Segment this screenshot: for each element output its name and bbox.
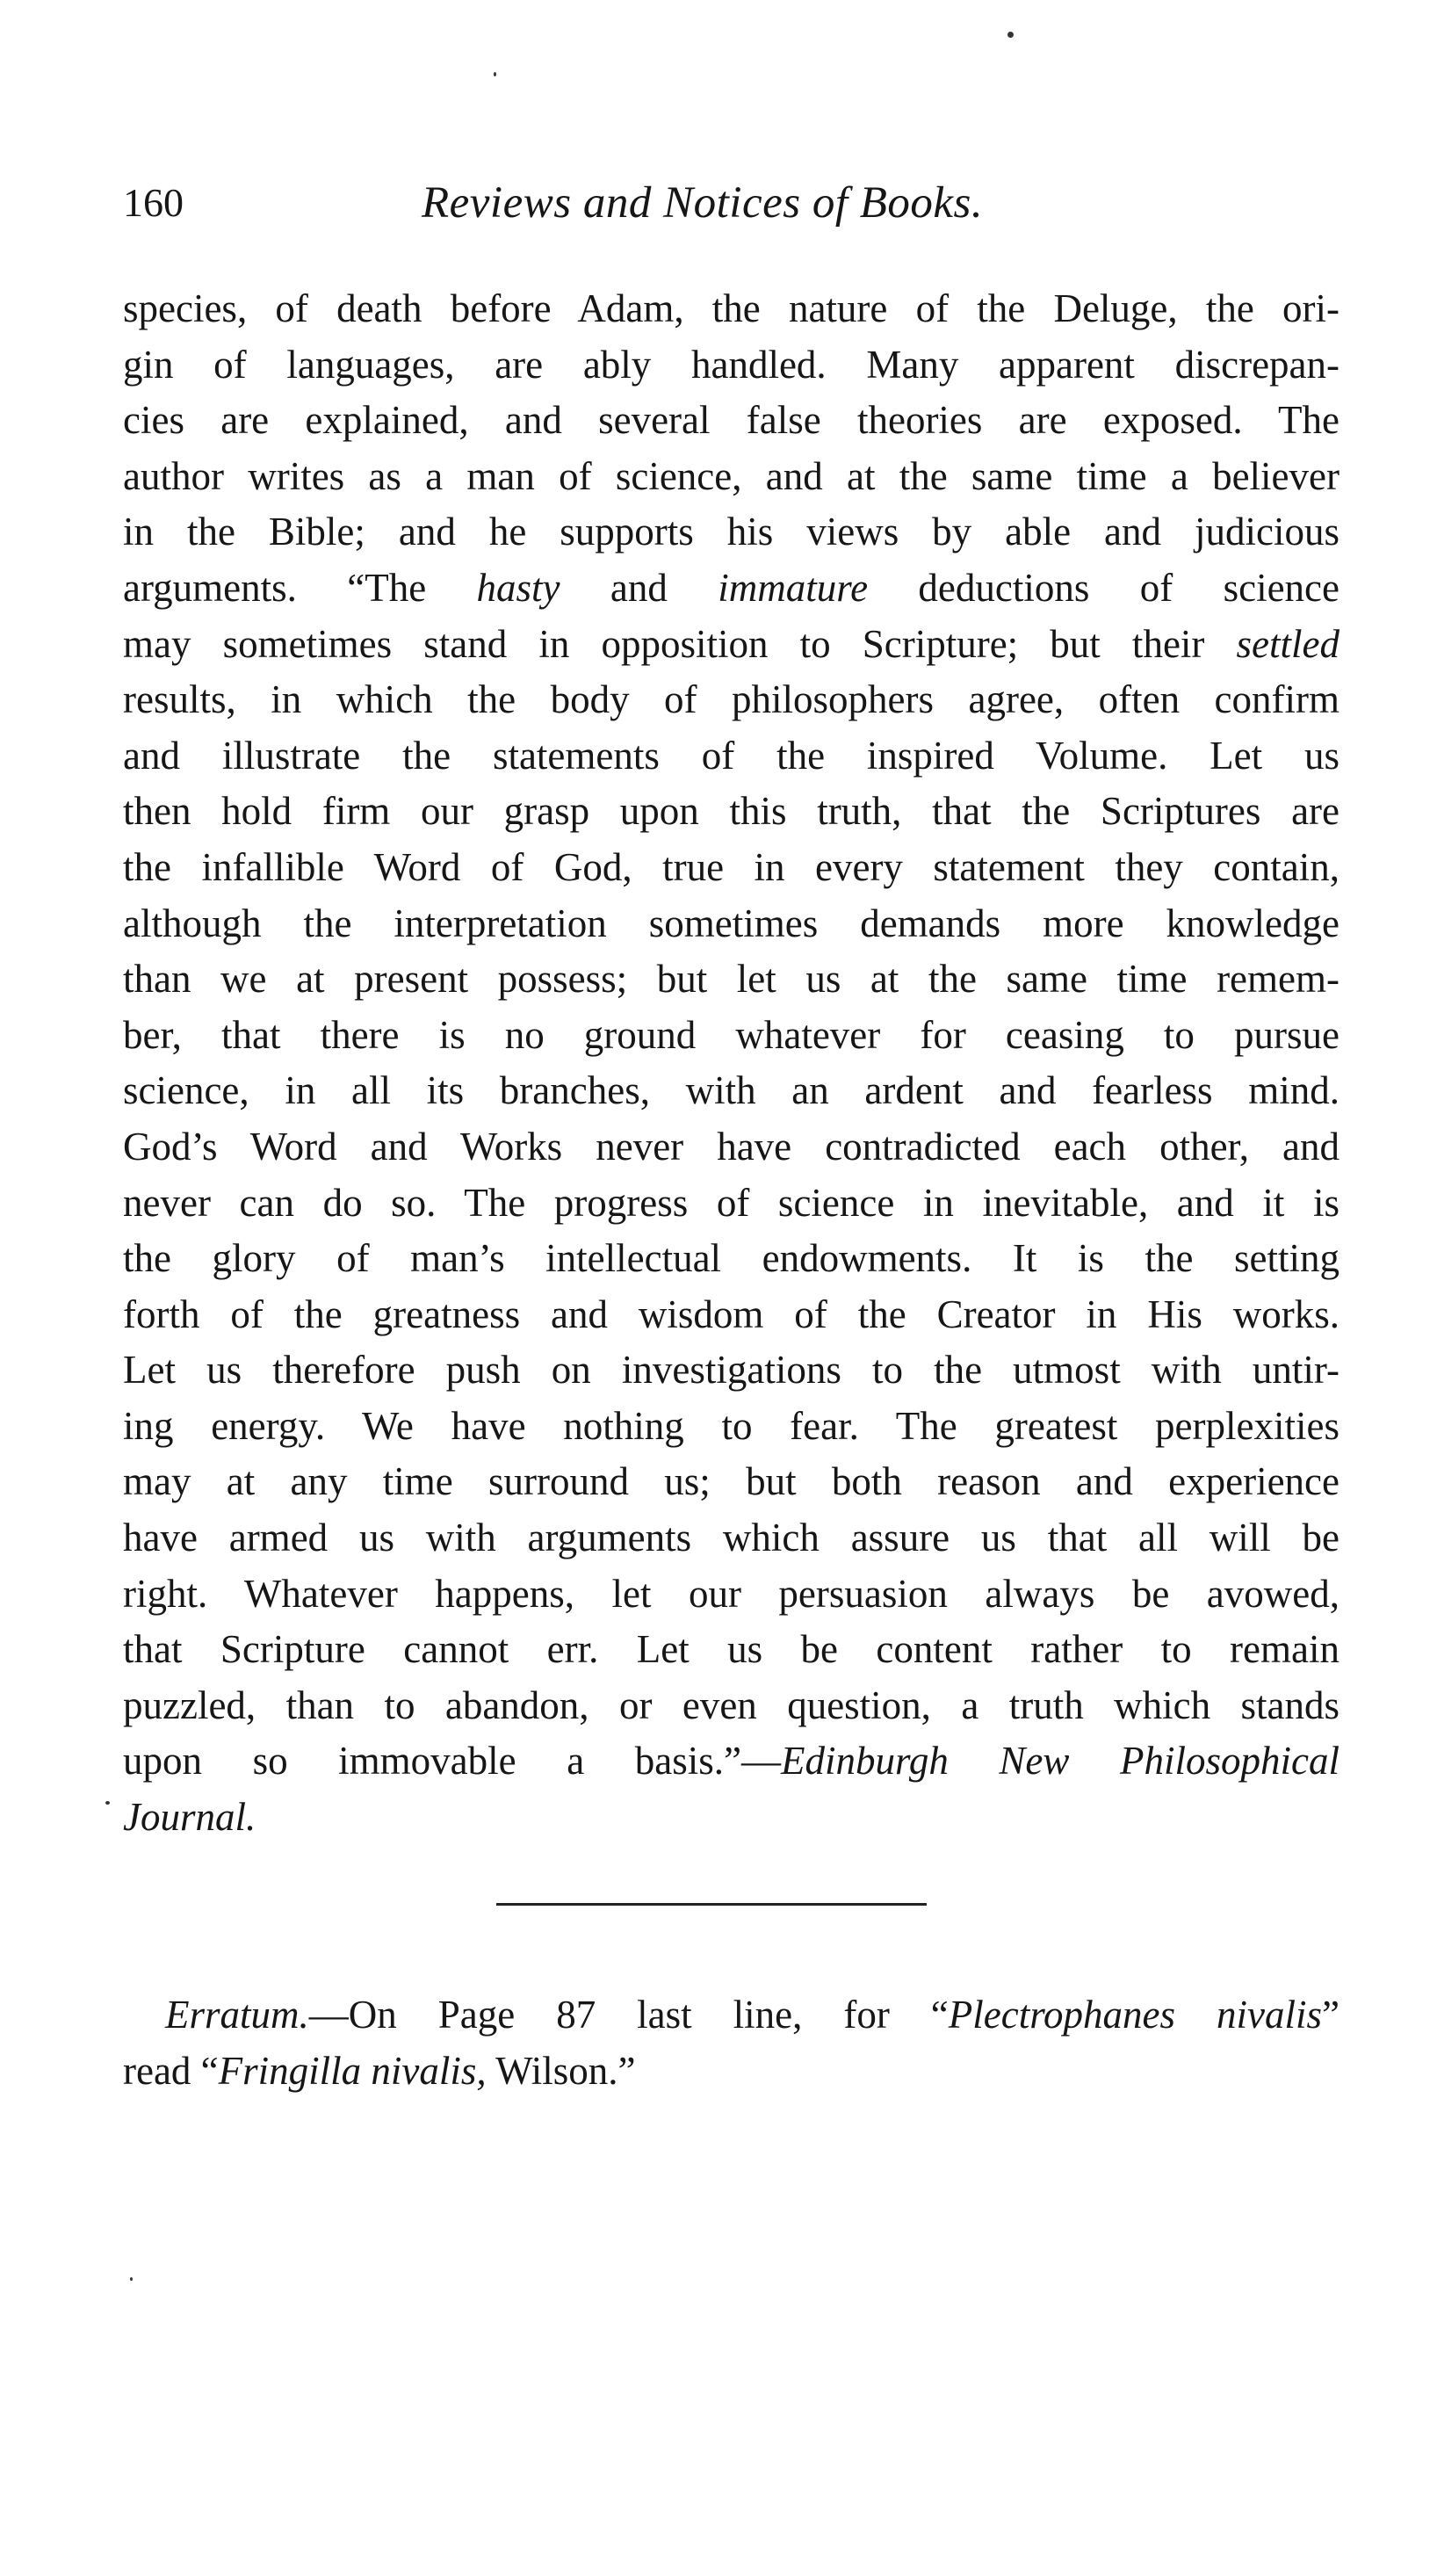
text-run: ber, that there is no ground whatever for ceasing to pursue bbox=[123, 1012, 1340, 1057]
body-line bbox=[123, 1176, 1340, 1232]
body-line bbox=[123, 1342, 1340, 1399]
scan-speck bbox=[1007, 32, 1014, 38]
body-line bbox=[123, 1510, 1340, 1567]
text-run: results, in which the body of philosophers agree, often confirm bbox=[123, 677, 1340, 722]
body-line bbox=[123, 896, 1340, 952]
page-header bbox=[123, 172, 1340, 234]
body-line bbox=[123, 337, 1340, 394]
text-run: God’s Word and Works never have contradicted each other, and bbox=[123, 1124, 1340, 1169]
text-run: science, in all its branches, with an ardent and fearless mind. bbox=[123, 1068, 1340, 1113]
body-line bbox=[123, 1008, 1340, 1064]
review-text bbox=[123, 281, 1340, 1846]
body-line bbox=[123, 1399, 1340, 1455]
body-line bbox=[123, 840, 1340, 896]
italic-text: immature bbox=[718, 565, 869, 610]
text-run: species, of death before Adam, the nature of the Deluge, the ori- bbox=[123, 286, 1340, 330]
italic-text: Plectrophanes nivalis bbox=[948, 1993, 1323, 2037]
scan-speck bbox=[105, 1801, 110, 1805]
body-line bbox=[123, 1454, 1340, 1510]
running-title: Reviews and Notices of Books. bbox=[422, 178, 984, 228]
text-run: Let us therefore push on investigations to the utmost with untir- bbox=[123, 1348, 1340, 1393]
italic-text: hasty bbox=[476, 565, 560, 610]
body-line bbox=[123, 1733, 1340, 1790]
section-divider bbox=[496, 1903, 927, 1906]
text-run: and illustrate the statements of the inspired Volume. Let us bbox=[123, 733, 1340, 778]
scan-speck bbox=[130, 2277, 133, 2281]
page-number: 160 bbox=[123, 180, 184, 225]
body-line bbox=[123, 1622, 1340, 1678]
text-run: in the Bible; and he supports his views by able and judicious bbox=[123, 510, 1340, 554]
body-line bbox=[123, 393, 1340, 449]
body-line bbox=[123, 1287, 1340, 1343]
text-run: have armed us with arguments which assure us that all will be bbox=[123, 1516, 1340, 1560]
text-run: the glory of man’s intellectual endowments. It is the setting bbox=[123, 1236, 1340, 1281]
body-line bbox=[123, 281, 1340, 337]
text-run: right. Whatever happens, let our persuasion always be avowed, bbox=[123, 1571, 1340, 1616]
erratum-line bbox=[123, 1987, 1340, 2044]
text-run: never can do so. The progress of science in inevitable, and it is bbox=[123, 1180, 1340, 1225]
text-run: may at any time surround us; but both reason and experience bbox=[123, 1459, 1340, 1504]
text-run: than we at present possess; but let us at the same time remem- bbox=[123, 957, 1340, 1002]
text-run: ing energy. We have nothing to fear. The greatest perplexities bbox=[123, 1403, 1340, 1448]
body-line bbox=[123, 952, 1340, 1008]
text-run: arguments. “The bbox=[123, 565, 477, 610]
text-run: and bbox=[560, 565, 718, 610]
text-run: upon so immovable a basis.”— bbox=[123, 1739, 781, 1784]
text-run: gin of languages, are ably handled. Many apparent discrepan- bbox=[123, 342, 1340, 387]
body-line bbox=[123, 1063, 1340, 1119]
text-run: although the interpretation sometimes demands more knowledge bbox=[123, 901, 1340, 945]
body-line bbox=[123, 1119, 1340, 1176]
text-run: then hold firm our grasp upon this truth, that the Scriptures are bbox=[123, 789, 1340, 834]
text-run: ” bbox=[1322, 1993, 1340, 2037]
italic-text: Erratum. bbox=[165, 1993, 309, 2037]
erratum-line bbox=[123, 2044, 1340, 2100]
body-line bbox=[123, 784, 1340, 840]
body-line bbox=[123, 449, 1340, 505]
erratum-note bbox=[123, 1987, 1340, 2099]
italic-text: Fringilla nivalis, bbox=[218, 2048, 487, 2093]
text-run: —On Page 87 last line, for “ bbox=[308, 1993, 949, 2037]
text-run: read “ bbox=[123, 2048, 219, 2093]
italic-text: settled bbox=[1236, 621, 1340, 666]
text-run: that Scripture cannot err. Let us be content rather to remain bbox=[123, 1627, 1340, 1672]
body-line bbox=[123, 1790, 1340, 1846]
body-line bbox=[123, 728, 1340, 785]
text-run: Wilson.” bbox=[486, 2048, 636, 2093]
body-line bbox=[123, 561, 1340, 617]
body-line bbox=[123, 617, 1340, 673]
body-line bbox=[123, 1567, 1340, 1623]
body-line bbox=[123, 1231, 1340, 1287]
italic-text: Journal. bbox=[123, 1795, 256, 1840]
scan-speck bbox=[494, 72, 496, 76]
text-run: puzzled, than to abandon, or even question, a truth which stands bbox=[123, 1682, 1340, 1727]
text-run: cies are explained, and several false theories are exposed. The bbox=[123, 398, 1340, 443]
body-line bbox=[123, 504, 1340, 561]
text-run: the infallible Word of God, true in every statement they contain, bbox=[123, 844, 1340, 889]
text-run: may sometimes stand in opposition to Scripture; but their bbox=[123, 621, 1237, 666]
text-run: author writes as a man of science, and at the same time a believer bbox=[123, 453, 1340, 498]
body-line bbox=[123, 672, 1340, 728]
text-run: forth of the greatness and wisdom of the Creator in His works. bbox=[123, 1292, 1340, 1336]
text-run: deductions of science bbox=[868, 565, 1340, 610]
body-line bbox=[123, 1678, 1340, 1734]
italic-text: Edinburgh New Philosophical bbox=[781, 1739, 1340, 1784]
